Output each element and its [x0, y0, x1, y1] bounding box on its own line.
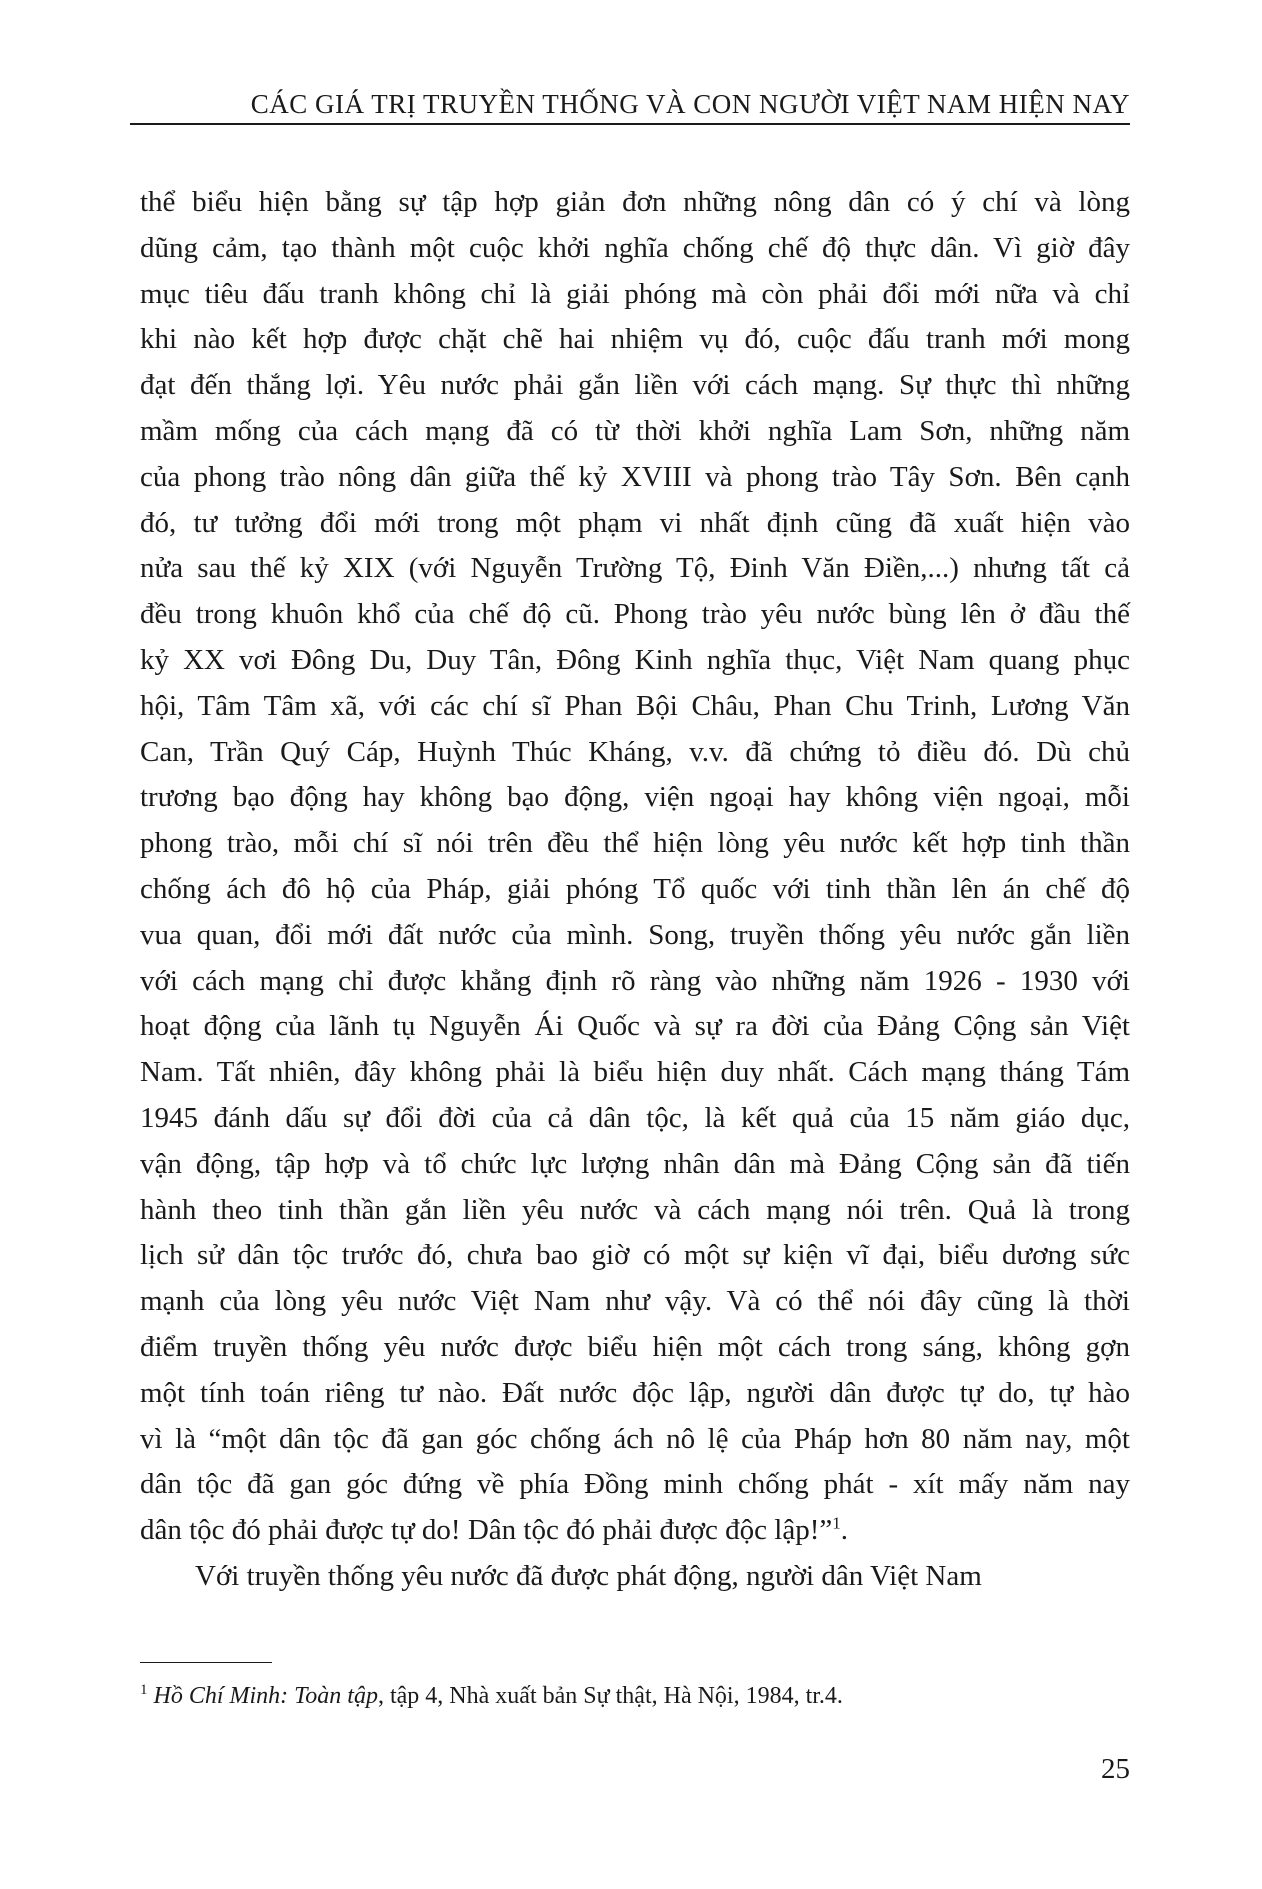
text-line: chống ách đô hộ của Pháp, giải phóng Tổ quốc với tinh thần lên án chế độ	[140, 872, 1130, 905]
text-line: 1945 đánh dấu sự đổi đời của cả dân tộc, là kết quả của 15 năm giáo dục,	[140, 1101, 1130, 1134]
quote-end-text: dân tộc đó phải được tự do! Dân tộc đó phải được độc lập!”	[140, 1514, 833, 1547]
footnote-details: , tập 4, Nhà xuất bản Sự thật, Hà Nội, 1984, tr.4.	[377, 1683, 843, 1709]
text-line: hành theo tinh thần gắn liền yêu nước và cách mạng nói trên. Quả là trong	[140, 1193, 1130, 1226]
text-line: dân tộc đã gan góc đứng về phía Đồng minh chống phát - xít mấy năm nay	[140, 1468, 1130, 1501]
text-line: hội, Tâm Tâm xã, với các chí sĩ Phan Bội Châu, Phan Chu Trinh, Lương Văn	[140, 689, 1130, 722]
text-line: vì là “một dân tộc đã gan góc chống ách nô lệ của Pháp hơn 80 năm nay, một	[140, 1422, 1130, 1455]
text-line: trương bạo động hay không bạo động, viện ngoại hay không viện ngoại, mỗi	[140, 781, 1130, 814]
text-line: mạnh của lòng yêu nước Việt Nam như vậy. Và có thể nói đây cũng là thời	[140, 1285, 1130, 1318]
text-line: Nam. Tất nhiên, đây không phải là biểu hiện duy nhất. Cách mạng tháng Tám	[140, 1056, 1130, 1089]
footnote-number: 1	[140, 1682, 148, 1698]
text-line: mầm mống của cách mạng đã có từ thời khởi nghĩa Lam Sơn, những năm	[140, 414, 1130, 447]
text-line: khi nào kết hợp được chặt chẽ hai nhiệm vụ đó, cuộc đấu tranh mới mong	[140, 323, 1130, 356]
text-line: với cách mạng chỉ được khẳng định rõ ràng vào những năm 1926 - 1930 với	[140, 964, 1130, 997]
text-line: một tính toán riêng tư nào. Đất nước độc lập, người dân được tự do, tự hào	[140, 1376, 1130, 1409]
footnote-rule	[140, 1662, 272, 1663]
text-line: điểm truyền thống yêu nước được biểu hiện một cách trong sáng, không gợn	[140, 1330, 1130, 1363]
text-line: dũng cảm, tạo thành một cuộc khởi nghĩa chống chế độ thực dân. Vì giờ đây	[140, 231, 1130, 264]
text-line: phong trào, mỗi chí sĩ nói trên đều thể hiện lòng yêu nước kết hợp tinh thần	[140, 827, 1130, 860]
text-line: nửa sau thế kỷ XIX (với Nguyễn Trường Tộ, Đinh Văn Điền,...) nhưng tất cả	[140, 552, 1130, 585]
text-line: mục tiêu đấu tranh không chỉ là giải phóng mà còn phải đổi mới nữa và chỉ	[140, 277, 1130, 310]
text-line: đó, tư tưởng đổi mới trong một phạm vi nhất định cũng đã xuất hiện vào	[140, 506, 1130, 539]
next-paragraph-line: Với truyền thống yêu nước đã được phát động, người dân Việt Nam	[195, 1559, 982, 1592]
text-line: vua quan, đổi mới đất nước của mình. Song, truyền thống yêu nước gắn liền	[140, 918, 1130, 951]
text-line: của phong trào nông dân giữa thế kỷ XVIII và phong trào Tây Sơn. Bên cạnh	[140, 460, 1130, 493]
quote-end-punct: .	[840, 1514, 849, 1547]
text-line: lịch sử dân tộc trước đó, chưa bao giờ có một sự kiện vĩ đại, biểu dương sức	[140, 1239, 1130, 1272]
footnote-reference[interactable]: 1	[832, 1513, 841, 1533]
text-line: đều trong khuôn khổ của chế độ cũ. Phong trào yêu nước bùng lên ở đầu thế	[140, 598, 1130, 631]
footnote	[140, 1680, 1130, 1712]
text-line: Can, Trần Quý Cáp, Huỳnh Thúc Kháng, v.v. đã chứng tỏ điều đó. Dù chủ	[140, 735, 1130, 768]
text-line: hoạt động của lãnh tụ Nguyễn Ái Quốc và sự ra đời của Đảng Cộng sản Việt	[140, 1010, 1130, 1043]
page-number: 25	[1101, 1753, 1130, 1785]
text-line: kỷ XX vơi Đông Du, Duy Tân, Đông Kinh nghĩa thục, Việt Nam quang phục	[140, 643, 1130, 676]
text-line: vận động, tập hợp và tổ chức lực lượng nhân dân mà Đảng Cộng sản đã tiến	[140, 1147, 1130, 1180]
header-rule	[130, 123, 1130, 125]
paragraph-end-line	[140, 1508, 1130, 1554]
footnote-author-title: Hồ Chí Minh: Toàn tập	[153, 1683, 378, 1709]
running-header: CÁC GIÁ TRỊ TRUYỀN THỐNG VÀ CON NGƯỜI VIỆT NAM HIỆN NAY	[250, 89, 1130, 119]
text-line: đạt đến thắng lợi. Yêu nước phải gắn liền với cách mạng. Sự thực thì những	[140, 369, 1130, 402]
body-text	[140, 180, 1130, 1600]
text-line: thể biểu hiện bằng sự tập hợp giản đơn những nông dân có ý chí và lòng	[140, 186, 1130, 218]
